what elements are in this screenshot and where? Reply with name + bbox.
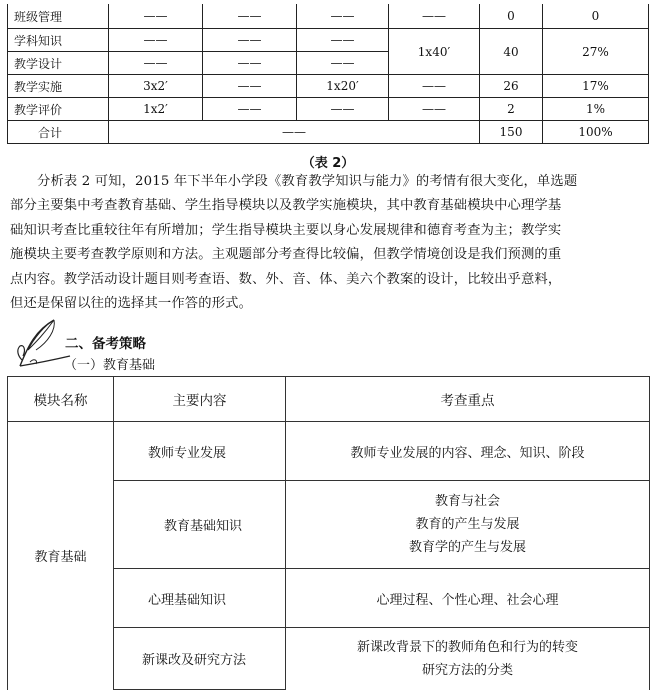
content-cell: 教师专业发展: [114, 422, 286, 481]
header-module: 模块名称: [8, 377, 114, 422]
focus-cell: [286, 481, 650, 569]
content-cell: 心理基础知识: [114, 569, 286, 628]
cell: ——: [389, 4, 480, 29]
total-merged-cell: ——: [109, 121, 480, 144]
cell: ——: [297, 52, 389, 75]
row-label: 班级管理: [8, 4, 109, 29]
paragraph-line: 部分主要集中考查教育基础、学生指导模块以及教学实施模块，其中教育基础模块中心理学基: [10, 198, 562, 214]
cell: ——: [203, 75, 297, 98]
cell: ——: [389, 98, 480, 121]
paragraph-line: 点内容。教学活动设计题目则考查语、数、外、音、体、美六个教案的设计，比较出乎意料，: [10, 271, 562, 287]
table-row-total: [8, 121, 649, 144]
analysis-paragraph: [10, 170, 646, 316]
cell: ——: [389, 75, 480, 98]
table-row: [8, 422, 650, 481]
paragraph-line: 分析表 2 可知，2015 年下半年小学段《教育教学知识与能力》的考情有很大变化，单选题: [37, 174, 578, 189]
focus-item: 研究方法的分类: [421, 662, 513, 678]
score-cell: 2: [480, 98, 543, 121]
table-header-row: [8, 377, 650, 422]
total-score: 150: [480, 121, 543, 144]
focus-cell: [286, 628, 650, 690]
focus-item: 教育与社会: [434, 494, 500, 509]
module-table: [7, 376, 650, 690]
score-table: [7, 4, 649, 144]
section-heading: [14, 316, 184, 372]
percent-cell: 0: [543, 4, 649, 29]
focus-item: 教育学的产生与发展: [408, 540, 526, 555]
paragraph-line: 但还是保留以往的选择其一作答的形式。: [10, 296, 253, 312]
paragraph-line: 础知识考查比重较往年有所增加；学生指导模块主要以身心发展规律和德育考查为主；教学实: [10, 222, 562, 238]
cell: ——: [297, 4, 389, 29]
cell: ——: [109, 52, 203, 75]
content-cell: 教育基础知识: [114, 481, 286, 569]
focus-cell: 教师专业发展的内容、理念、知识、阶段: [286, 422, 650, 481]
module-name: 教育基础: [8, 422, 114, 690]
cell: ——: [109, 29, 203, 52]
paragraph-line: 施模块主要考查教学原则和方法。主观题部分考查得比较偏，但教学情境创设是我们预测的重: [10, 247, 562, 263]
score-cell: 40: [480, 29, 543, 75]
cell: 1x2′: [109, 98, 203, 121]
section-title: 二、备考策略: [65, 336, 146, 352]
percent-cell: 17%: [543, 75, 649, 98]
focus-item: 教育的产生与发展: [415, 517, 520, 532]
focus-item: 新课改背景下的教师角色和行为的转变: [356, 639, 578, 655]
table-caption: （表 2）: [301, 156, 355, 171]
cell: ——: [203, 4, 297, 29]
cell: ——: [203, 29, 297, 52]
score-cell: 26: [480, 75, 543, 98]
table-row: [8, 75, 649, 98]
cell: ——: [297, 98, 389, 121]
cell: 3x2′: [109, 75, 203, 98]
row-label: 教学实施: [8, 75, 109, 98]
table-row: [8, 29, 649, 52]
table-row: [8, 98, 649, 121]
content-cell: 新课改及研究方法: [114, 628, 286, 690]
cell: ——: [203, 52, 297, 75]
cell: ——: [203, 98, 297, 121]
section-subtitle: （一）教育基础: [64, 358, 156, 373]
focus-cell: 心理过程、个性心理、社会心理: [286, 569, 650, 628]
total-label: 合计: [8, 121, 109, 144]
table-row: [8, 4, 649, 29]
row-label: 教学评价: [8, 98, 109, 121]
cell: 1x20′: [297, 75, 389, 98]
cell: ——: [297, 29, 389, 52]
score-cell: 0: [480, 4, 543, 29]
total-percent: 100%: [543, 121, 649, 144]
header-content: 主要内容: [114, 377, 286, 422]
percent-cell: 27%: [543, 29, 649, 75]
row-label: 教学设计: [8, 52, 109, 75]
cell: 1x40′: [389, 29, 480, 75]
cell: ——: [109, 4, 203, 29]
row-label: 学科知识: [8, 29, 109, 52]
header-focus: 考查重点: [286, 377, 650, 422]
percent-cell: 1%: [543, 98, 649, 121]
